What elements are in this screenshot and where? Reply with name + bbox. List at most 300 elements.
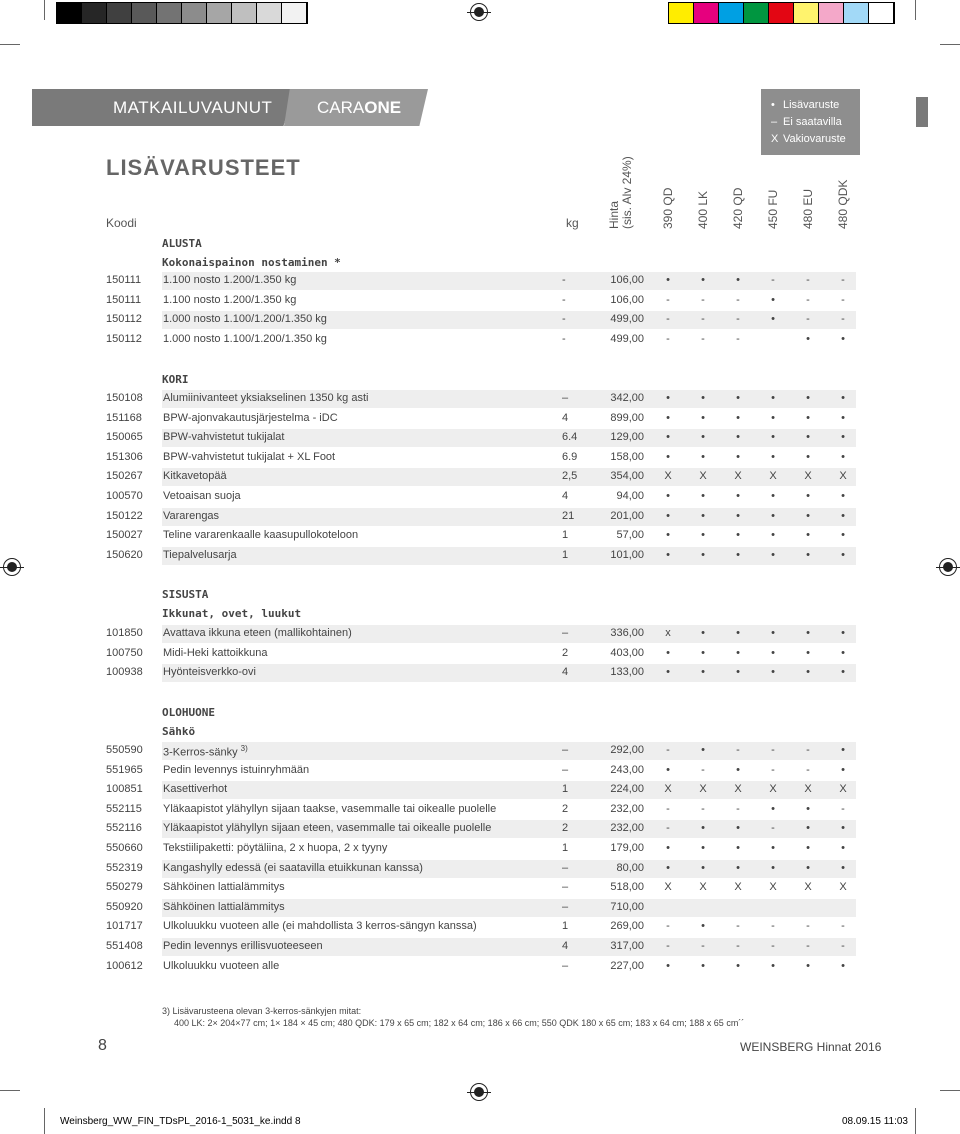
item-code: 150112 bbox=[106, 313, 142, 326]
availability-mark: • bbox=[771, 861, 775, 874]
availability-mark: • bbox=[771, 411, 775, 424]
availability-mark: X bbox=[734, 783, 742, 796]
table-row bbox=[106, 488, 856, 506]
item-price: 80,00 bbox=[616, 861, 644, 874]
availability-mark: • bbox=[841, 842, 845, 854]
item-description: 1.000 nosto 1.100/1.200/1.350 kg bbox=[163, 333, 327, 346]
availability-mark: • bbox=[736, 509, 740, 522]
availability-mark: • bbox=[666, 959, 670, 972]
item-code: 100570 bbox=[106, 490, 143, 502]
availability-mark: X bbox=[734, 881, 742, 894]
registration-mark-bottom bbox=[470, 1083, 488, 1101]
availability-mark: • bbox=[806, 666, 810, 679]
availability-mark: • bbox=[666, 666, 670, 679]
availability-mark: X bbox=[664, 470, 672, 483]
item-weight: 2,5 bbox=[562, 470, 578, 483]
availability-mark: • bbox=[806, 450, 810, 463]
column-header-model: 450 FU bbox=[766, 189, 780, 229]
item-weight: 2 bbox=[562, 802, 569, 815]
item-weight: 1 bbox=[562, 548, 569, 561]
column-header-model: 480 QDK bbox=[836, 179, 850, 229]
item-weight: 4 bbox=[562, 666, 569, 679]
item-description: Avattava ikkuna eteen (mallikohtainen) bbox=[163, 627, 352, 639]
availability-mark: - bbox=[701, 940, 705, 952]
item-description: 1.100 nosto 1.200/1.350 kg bbox=[163, 293, 297, 306]
column-header-model: 400 LK bbox=[696, 190, 710, 229]
availability-mark: X bbox=[804, 881, 812, 894]
availability-mark: X bbox=[804, 783, 812, 796]
availability-mark: • bbox=[806, 959, 810, 972]
availability-mark: - bbox=[666, 313, 670, 326]
item-weight: – bbox=[562, 763, 569, 776]
availability-mark: - bbox=[771, 920, 775, 933]
availability-mark: • bbox=[841, 861, 845, 874]
availability-mark: • bbox=[771, 450, 775, 463]
item-code: 550920 bbox=[106, 900, 143, 913]
availability-mark: • bbox=[771, 313, 775, 326]
item-description: Ulkoluukku vuoteen alle bbox=[163, 959, 280, 972]
item-price: 224,00 bbox=[610, 783, 644, 796]
availability-mark: X bbox=[769, 470, 777, 483]
availability-mark: - bbox=[806, 920, 810, 933]
item-description: Tekstiilipaketti: pöytäliina, 2 x huopa, 2 x tyyny bbox=[163, 842, 388, 854]
availability-mark: • bbox=[771, 666, 775, 679]
availability-mark: - bbox=[666, 802, 670, 815]
item-price: 133,00 bbox=[610, 666, 644, 679]
availability-mark: - bbox=[771, 763, 775, 776]
registration-mark-top bbox=[470, 3, 488, 21]
availability-mark: • bbox=[806, 431, 810, 444]
item-code: 101850 bbox=[106, 627, 143, 639]
item-code: 552319 bbox=[106, 861, 143, 874]
availability-mark: X bbox=[699, 881, 707, 894]
gray-swatch bbox=[257, 3, 282, 23]
availability-mark: • bbox=[701, 861, 705, 874]
availability-mark: - bbox=[666, 333, 670, 346]
availability-mark: X bbox=[839, 783, 847, 796]
item-price: 57,00 bbox=[616, 529, 644, 542]
availability-mark: • bbox=[666, 450, 670, 463]
availability-mark: • bbox=[841, 627, 845, 639]
table-row bbox=[106, 664, 856, 682]
crop-mark bbox=[44, 1108, 45, 1134]
availability-mark: - bbox=[806, 744, 810, 756]
item-description: Midi-Heki kattoikkuna bbox=[163, 646, 268, 659]
item-code: 552115 bbox=[106, 802, 142, 815]
availability-mark: - bbox=[806, 274, 810, 286]
availability-mark: - bbox=[841, 293, 845, 306]
item-code: 551965 bbox=[106, 763, 143, 776]
availability-mark: • bbox=[771, 548, 775, 561]
availability-mark: • bbox=[666, 392, 670, 404]
color-swatch bbox=[794, 3, 819, 23]
item-weight: 1 bbox=[562, 783, 569, 796]
gray-swatch bbox=[282, 3, 307, 23]
availability-mark: • bbox=[771, 490, 775, 502]
availability-mark: • bbox=[771, 529, 775, 542]
availability-mark: • bbox=[736, 548, 740, 561]
availability-mark: • bbox=[701, 666, 705, 679]
table-row bbox=[106, 429, 856, 447]
availability-mark: • bbox=[806, 861, 810, 874]
item-weight: – bbox=[562, 900, 569, 913]
column-header-code: Koodi bbox=[106, 216, 137, 230]
availability-mark: • bbox=[771, 646, 775, 659]
item-code: 552116 bbox=[106, 822, 142, 835]
item-price: 336,00 bbox=[610, 627, 644, 639]
item-weight: – bbox=[562, 881, 569, 894]
item-weight: – bbox=[562, 861, 569, 874]
table-row bbox=[106, 879, 856, 897]
table-row bbox=[106, 742, 856, 760]
item-description: Sähköinen lattialämmitys bbox=[163, 900, 285, 913]
table-row bbox=[106, 918, 856, 936]
row-shading bbox=[162, 781, 856, 799]
crop-mark bbox=[915, 0, 916, 20]
section-heading: SISUSTA bbox=[162, 588, 209, 601]
item-weight: 4 bbox=[562, 940, 569, 952]
table-row bbox=[106, 938, 856, 956]
availability-mark: • bbox=[736, 274, 740, 286]
availability-mark: • bbox=[841, 333, 845, 346]
availability-mark: • bbox=[771, 959, 775, 972]
item-price: 499,00 bbox=[610, 313, 644, 326]
availability-mark: • bbox=[771, 509, 775, 522]
item-description: Ulkoluukku vuoteen alle (ei mahdollista 3 kerros-sängyn kanssa) bbox=[163, 920, 477, 933]
availability-mark: • bbox=[806, 802, 810, 815]
availability-mark: - bbox=[736, 802, 740, 815]
availability-mark: • bbox=[736, 646, 740, 659]
availability-mark: • bbox=[666, 842, 670, 854]
item-description: Vararengas bbox=[163, 509, 220, 522]
item-price: 499,00 bbox=[610, 333, 644, 346]
availability-mark: X bbox=[769, 881, 777, 894]
registration-mark-left bbox=[3, 558, 21, 576]
availability-mark: • bbox=[841, 744, 845, 756]
table-row bbox=[106, 410, 856, 428]
item-code: 150065 bbox=[106, 431, 143, 444]
availability-mark: • bbox=[701, 744, 705, 756]
availability-mark: - bbox=[806, 940, 810, 952]
item-code: 150027 bbox=[106, 529, 143, 542]
availability-mark: - bbox=[736, 313, 740, 326]
availability-mark: • bbox=[666, 490, 670, 502]
item-code: 150111 bbox=[106, 293, 142, 306]
availability-mark: • bbox=[701, 490, 705, 502]
section-heading: KORI bbox=[162, 373, 189, 386]
availability-mark: - bbox=[736, 920, 740, 933]
availability-mark: - bbox=[666, 293, 670, 306]
file-slug: Weinsberg_WW_FIN_TDsPL_2016-1_5031_ke.indd 8 bbox=[60, 1116, 301, 1127]
side-tab-marker bbox=[916, 97, 928, 127]
item-description: BPW-ajonvakautusjärjestelma - iDC bbox=[163, 411, 338, 424]
availability-mark: X bbox=[664, 783, 672, 796]
gray-swatch bbox=[132, 3, 157, 23]
legend-item: – Ei saatavilla bbox=[771, 116, 842, 128]
availability-mark: • bbox=[736, 822, 740, 835]
table-row bbox=[106, 840, 856, 858]
item-description: BPW-vahvistetut tukijalat bbox=[163, 431, 285, 444]
item-code: 150122 bbox=[106, 509, 143, 522]
item-description: Yläkaapistot ylähyllyn sijaan taakse, vasemmalle tai oikealle puolelle bbox=[163, 802, 497, 815]
gray-swatch bbox=[82, 3, 107, 23]
availability-mark: • bbox=[806, 509, 810, 522]
table-row bbox=[106, 860, 856, 878]
availability-mark: - bbox=[806, 763, 810, 776]
availability-mark: - bbox=[666, 744, 670, 756]
availability-mark: • bbox=[666, 509, 670, 522]
item-code: 150620 bbox=[106, 548, 143, 561]
table-row bbox=[106, 958, 856, 976]
availability-mark: • bbox=[666, 431, 670, 444]
availability-mark: • bbox=[701, 920, 705, 933]
gray-swatch bbox=[157, 3, 182, 23]
section-subheading: Kokonaispainon nostaminen * bbox=[162, 256, 341, 269]
item-price: 129,00 bbox=[610, 431, 644, 444]
color-swatch bbox=[744, 3, 769, 23]
crop-mark bbox=[0, 44, 20, 45]
table-row bbox=[106, 899, 856, 917]
availability-mark: • bbox=[701, 959, 705, 972]
row-shading bbox=[162, 547, 856, 565]
item-weight: – bbox=[562, 392, 569, 404]
item-price: 317,00 bbox=[610, 940, 644, 952]
item-code: 100612 bbox=[106, 959, 143, 972]
availability-mark: • bbox=[806, 646, 810, 659]
color-swatch bbox=[769, 3, 794, 23]
item-price: 243,00 bbox=[610, 763, 644, 776]
availability-mark: x bbox=[665, 627, 671, 639]
availability-mark: • bbox=[771, 842, 775, 854]
row-shading bbox=[162, 742, 856, 760]
item-weight: 4 bbox=[562, 411, 569, 424]
availability-mark: • bbox=[841, 646, 845, 659]
availability-mark: • bbox=[736, 450, 740, 463]
color-swatch bbox=[869, 3, 894, 23]
item-price: 158,00 bbox=[610, 450, 644, 463]
availability-mark: • bbox=[841, 490, 845, 502]
item-description: 3-Kerros-sänky $^{3)}$ bbox=[163, 744, 248, 759]
item-price: 227,00 bbox=[610, 959, 644, 972]
item-weight: - bbox=[562, 274, 566, 286]
item-weight: 1 bbox=[562, 529, 569, 542]
item-description: Yläkaapistot ylähyllyn sijaan eteen, vasemmalle tai oikealle puolelle bbox=[163, 822, 492, 835]
availability-mark: - bbox=[701, 293, 705, 306]
availability-mark: • bbox=[841, 548, 845, 561]
item-description: Pedin levennys istuinryhmään bbox=[163, 763, 310, 776]
availability-mark: X bbox=[664, 881, 672, 894]
color-swatch bbox=[694, 3, 719, 23]
item-code: 100851 bbox=[106, 783, 143, 796]
availability-mark: • bbox=[736, 627, 740, 639]
item-price: 94,00 bbox=[616, 490, 644, 502]
availability-mark: - bbox=[841, 940, 845, 952]
item-weight: 21 bbox=[562, 509, 575, 522]
column-header-price: Hinta (sis. Alv 24%) bbox=[607, 156, 634, 229]
availability-mark: - bbox=[666, 822, 670, 835]
gray-swatch bbox=[182, 3, 207, 23]
table-row bbox=[106, 449, 856, 467]
item-price: 403,00 bbox=[610, 646, 644, 659]
gray-swatch bbox=[107, 3, 132, 23]
crop-mark bbox=[940, 44, 960, 45]
availability-mark: • bbox=[806, 822, 810, 835]
item-weight: 2 bbox=[562, 646, 569, 659]
category-title: MATKAILUVAUNUT bbox=[113, 98, 273, 117]
table-row bbox=[106, 527, 856, 545]
item-description: Kitkavetopää bbox=[163, 470, 227, 483]
item-weight: 1 bbox=[562, 920, 569, 933]
item-price: 899,00 bbox=[610, 411, 644, 424]
availability-mark: • bbox=[666, 861, 670, 874]
item-weight: 6.9 bbox=[562, 450, 578, 463]
item-code: 550590 bbox=[106, 744, 143, 756]
availability-mark: - bbox=[701, 763, 705, 776]
availability-mark: • bbox=[666, 274, 670, 286]
column-header-model: 390 QD bbox=[661, 187, 675, 229]
item-price: 342,00 bbox=[610, 392, 644, 404]
crop-mark bbox=[915, 1108, 916, 1134]
availability-mark: X bbox=[839, 470, 847, 483]
item-code: 551408 bbox=[106, 940, 143, 952]
item-price: 106,00 bbox=[610, 293, 644, 306]
section-heading: OLOHUONE bbox=[162, 706, 215, 719]
availability-mark: • bbox=[736, 392, 740, 404]
row-shading bbox=[162, 488, 856, 506]
item-weight: – bbox=[562, 959, 569, 972]
table-row bbox=[106, 468, 856, 486]
table-row bbox=[106, 390, 856, 408]
availability-mark: • bbox=[806, 392, 810, 404]
model-title: CARAONE bbox=[317, 98, 402, 117]
availability-mark: • bbox=[771, 627, 775, 639]
availability-mark: - bbox=[736, 940, 740, 952]
row-shading bbox=[162, 468, 856, 486]
color-swatch bbox=[844, 3, 869, 23]
item-description: Pedin levennys erillisvuoteeseen bbox=[163, 940, 323, 952]
item-description: BPW-vahvistetut tukijalat + XL Foot bbox=[163, 450, 336, 463]
availability-mark: • bbox=[771, 392, 775, 404]
availability-mark: • bbox=[806, 333, 810, 346]
column-header-model: 420 QD bbox=[731, 187, 745, 229]
column-header-model: 480 EU bbox=[801, 188, 815, 229]
availability-mark: • bbox=[701, 431, 705, 444]
availability-mark: • bbox=[841, 431, 845, 444]
item-description: Alumiinivanteet yksiakselinen 1350 kg asti bbox=[163, 392, 369, 404]
item-description: Kangashylly edessä (ei saatavilla etuikkunan kanssa) bbox=[163, 861, 423, 874]
availability-mark: • bbox=[841, 450, 845, 463]
color-calibration-bar bbox=[668, 2, 895, 24]
availability-mark: X bbox=[699, 783, 707, 796]
availability-mark: • bbox=[666, 548, 670, 561]
item-code: 150267 bbox=[106, 470, 143, 483]
availability-mark: - bbox=[666, 920, 670, 933]
item-price: 292,00 bbox=[610, 744, 644, 756]
legend-item: X Vakiovaruste bbox=[771, 133, 846, 145]
gray-swatch bbox=[232, 3, 257, 23]
item-description: 1.000 nosto 1.100/1.200/1.350 kg bbox=[163, 313, 327, 326]
crop-mark bbox=[940, 1090, 960, 1091]
availability-mark: - bbox=[736, 333, 740, 346]
availability-mark: • bbox=[666, 529, 670, 542]
item-price: 201,00 bbox=[610, 509, 644, 522]
availability-mark: - bbox=[736, 744, 740, 756]
availability-mark: • bbox=[736, 490, 740, 502]
item-code: 150111 bbox=[106, 274, 142, 286]
availability-mark: • bbox=[736, 666, 740, 679]
section-subheading: Ikkunat, ovet, luukut bbox=[162, 607, 302, 620]
availability-mark: X bbox=[804, 470, 812, 483]
availability-mark: X bbox=[734, 470, 742, 483]
availability-mark: • bbox=[701, 392, 705, 404]
availability-mark: - bbox=[736, 293, 740, 306]
availability-mark: • bbox=[806, 548, 810, 561]
table-row bbox=[106, 625, 856, 643]
item-price: 179,00 bbox=[610, 842, 644, 854]
item-code: 151168 bbox=[106, 411, 142, 424]
availability-mark: - bbox=[771, 274, 775, 286]
item-weight: – bbox=[562, 744, 569, 756]
item-code: 550279 bbox=[106, 881, 143, 894]
table-row bbox=[106, 311, 856, 329]
availability-mark: • bbox=[701, 842, 705, 854]
availability-mark: - bbox=[701, 313, 705, 326]
table-row bbox=[106, 781, 856, 799]
item-description: Hyönteisverkko-ovi bbox=[163, 666, 256, 679]
availability-mark: • bbox=[701, 548, 705, 561]
table-row bbox=[106, 645, 856, 663]
row-shading bbox=[162, 664, 856, 682]
availability-mark: - bbox=[841, 313, 845, 326]
item-price: 106,00 bbox=[610, 274, 644, 286]
gray-swatch bbox=[57, 3, 82, 23]
availability-mark: • bbox=[701, 529, 705, 542]
legend bbox=[761, 89, 860, 155]
availability-mark: • bbox=[736, 861, 740, 874]
item-description: Kasettiverhot bbox=[163, 783, 228, 796]
item-description: Tiepalvelusarja bbox=[163, 548, 237, 561]
availability-mark: • bbox=[806, 627, 810, 639]
availability-mark: • bbox=[806, 529, 810, 542]
availability-mark: - bbox=[771, 822, 775, 835]
availability-mark: - bbox=[841, 274, 845, 286]
availability-mark: • bbox=[841, 529, 845, 542]
item-weight: - bbox=[562, 313, 566, 326]
availability-mark: • bbox=[841, 763, 845, 776]
availability-mark: • bbox=[771, 431, 775, 444]
color-swatch bbox=[719, 3, 744, 23]
item-price: 232,00 bbox=[610, 822, 644, 835]
item-code: 101717 bbox=[106, 920, 143, 933]
availability-mark: - bbox=[771, 744, 775, 756]
availability-mark: • bbox=[771, 802, 775, 815]
availability-mark: • bbox=[806, 842, 810, 854]
availability-mark: - bbox=[701, 802, 705, 815]
availability-mark: • bbox=[841, 392, 845, 404]
availability-mark: • bbox=[841, 666, 845, 679]
footnote: 3) Lisävarusteena olevan 3-kerros-sänkyjen mitat: 400 LK: 2× 204×77 cm; 1× 184 × 45 cm; 480 QDK: 179 x 65 cm; 182 x 64 cm; 186 x 66 cm; 550 QDK 180 x 65 cm; 183 x 64 cm; 188 x 65 cm´´ bbox=[162, 1006, 745, 1028]
availability-mark: - bbox=[841, 802, 845, 815]
availability-mark: • bbox=[666, 411, 670, 424]
availability-mark: - bbox=[806, 313, 810, 326]
availability-mark: X bbox=[769, 783, 777, 796]
item-description: Sähköinen lattialämmitys bbox=[163, 881, 285, 894]
table-row bbox=[106, 820, 856, 838]
section-heading: ALUSTA bbox=[162, 237, 202, 250]
table-row bbox=[106, 292, 856, 310]
item-weight: - bbox=[562, 293, 566, 306]
color-swatch bbox=[669, 3, 694, 23]
